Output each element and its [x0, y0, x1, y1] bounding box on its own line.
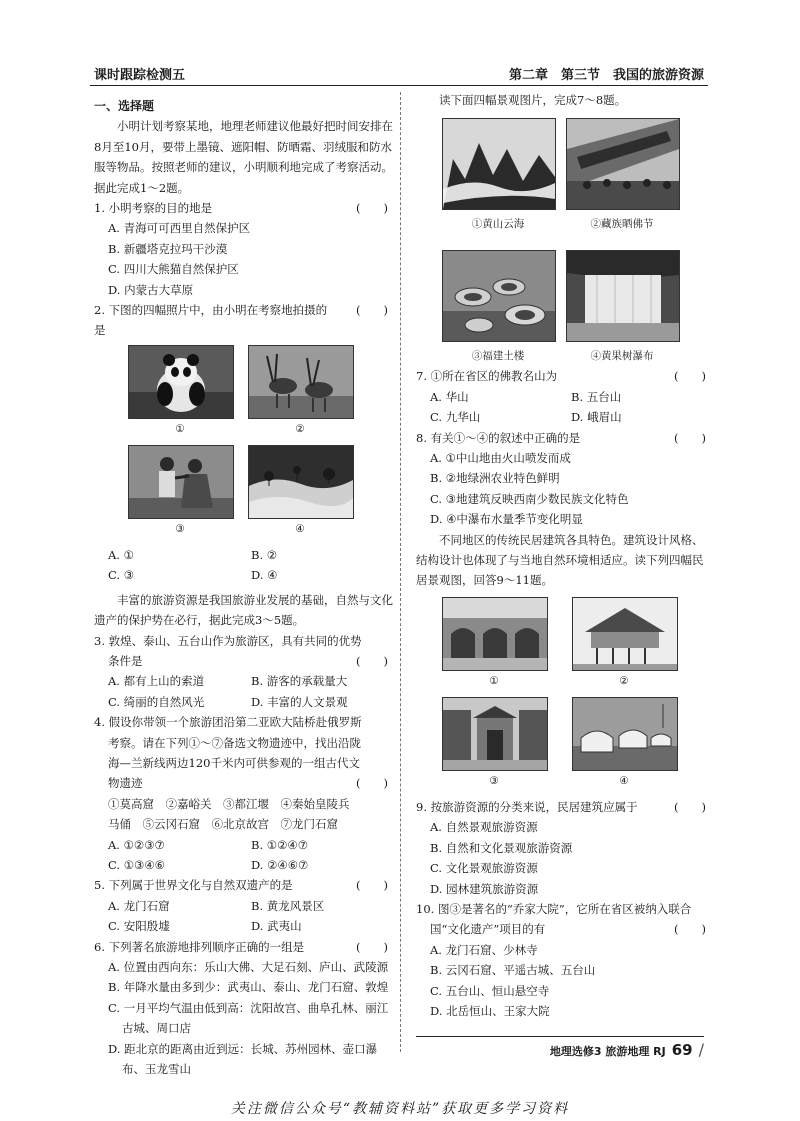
q7-stem: 7. ①所在省区的佛教名山为	[416, 369, 558, 384]
q4-cont-2: 海—兰新线两边120千米内可供参观的一组古代文	[108, 755, 360, 770]
q5-options-row-2	[94, 916, 394, 936]
q2-option-c: C. ③	[108, 568, 135, 583]
question-6	[94, 937, 394, 957]
q6-option-b: B. 年降水量由多到少：武夷山、泰山、龙门石窟、敦煌	[108, 980, 389, 995]
q5-answer-paren: ( )	[356, 878, 388, 893]
page-footer	[550, 1040, 704, 1059]
dwelling-caption-2: ②	[619, 674, 629, 687]
q10-option-b: B. 云冈石窟、平遥古城、五台山	[430, 963, 596, 978]
dwelling-caption-4: ④	[619, 774, 629, 787]
q9-answer-paren: ( )	[674, 799, 706, 814]
q10-option-c: C. 五台山、恒山悬空寺	[430, 983, 550, 998]
q10-continuation	[416, 919, 712, 939]
q5-option-b: B. 黄龙风景区	[251, 898, 325, 913]
q1-option-a: A. 青海可可西里自然保护区	[108, 221, 251, 236]
q7-option-a: A. 华山	[430, 389, 469, 404]
q9-option-c: C. 文化景观旅游资源	[430, 861, 538, 876]
dancers-photo	[128, 445, 234, 519]
tulou-photo	[442, 250, 556, 342]
q2-caption-1: ①	[175, 422, 185, 435]
q5-stem: 5. 下列属于世界文化与自然双遗产的是	[94, 878, 293, 893]
intro-7-8: 读下面四幅景观图片，完成7～8题。	[439, 93, 627, 107]
q7-option-c: C. 九华山	[430, 410, 481, 425]
q10-option-a: A. 龙门石窟、少林寺	[430, 942, 538, 957]
q3-cont: 条件是	[108, 653, 143, 668]
book-title: 地理选修3 旅游地理 RJ	[549, 1045, 666, 1058]
q9-stem: 9. 按旅游资源的分类来说，民居建筑应属于	[416, 799, 638, 814]
q2-options-row-1	[94, 545, 394, 565]
q2-option-a: A. ①	[108, 547, 134, 562]
q4-options-row-1	[94, 835, 394, 855]
q8-option-b: B. ②地绿洲农业特色鲜明	[430, 471, 560, 486]
cave-dwelling-photo	[442, 597, 548, 671]
q5-option-c: C. 安阳殷墟	[108, 919, 170, 934]
q4-cont-3-row	[94, 773, 394, 793]
q4-cont-3: 物遗迹	[108, 776, 143, 791]
question-10	[416, 899, 712, 919]
q3-continuation	[94, 651, 394, 671]
question-2	[94, 300, 394, 341]
q7-option-d: D. 峨眉山	[571, 410, 622, 425]
dwelling-photo-grid	[416, 591, 712, 797]
column-divider	[400, 92, 401, 1052]
scenery-caption-1: ①黄山云海	[471, 218, 525, 231]
q1-stem: 1. 小明考察的目的地是	[94, 201, 213, 216]
q3-options-row-2	[94, 692, 394, 712]
q2-option-b: B. ②	[251, 547, 278, 562]
q10-option-d: D. 北岳恒山、王家大院	[430, 1003, 550, 1018]
section-title: 一、选择题	[94, 99, 155, 113]
q4-cont-1: 考察。请在下列①～⑦备选文物遗迹中，找出沿陇	[108, 735, 361, 750]
q8-stem: 8. 有关①～④的叙述中正确的是	[416, 430, 581, 445]
q7-option-b: B. 五台山	[571, 389, 622, 404]
q4-option-c: C. ①③④⑥	[108, 857, 165, 872]
q2-caption-4: ④	[295, 522, 305, 535]
q4-list-1: ①莫高窟 ②嘉峪关 ③都江堰 ④秦始皇陵兵	[108, 796, 350, 811]
q9-option-d: D. 园林建筑旅游资源	[430, 881, 539, 896]
q7-answer-paren: ( )	[674, 369, 706, 384]
q4-list-2: 马俑 ⑤云冈石窟 ⑥北京故宫 ⑦龙门石窟	[108, 817, 338, 832]
desert-photo	[248, 445, 354, 519]
q1-option-b: B. 新疆塔克拉玛干沙漠	[108, 241, 228, 256]
q2-answer-paren: ( )	[356, 303, 388, 318]
q2-caption-2: ②	[295, 422, 305, 435]
antelope-photo	[248, 345, 354, 419]
q8-answer-paren: ( )	[674, 430, 706, 445]
question-3	[94, 631, 394, 651]
intro-9-11: 不同地区的传统民居建筑各具特色。建筑设计风格、结构设计也体现了与当地自然环境相适应。读下列四幅民居景观图，回答9～11题。	[416, 532, 704, 588]
dwelling-caption-1: ①	[489, 674, 499, 687]
question-9	[416, 797, 712, 817]
q3-options-row-1	[94, 671, 394, 691]
header-left-title: 课时跟踪检测五	[94, 68, 186, 83]
scenery-photo-grid	[416, 110, 712, 366]
question-1	[94, 198, 394, 218]
footer-rule	[416, 1036, 704, 1037]
q4-option-b: B. ①②④⑦	[251, 837, 309, 852]
header-right-title: 第二章 第三节 我国的旅游资源	[508, 68, 704, 83]
q1-answer-paren: ( )	[356, 201, 388, 216]
q6-option-a: A. 位置由西向东：乐山大佛、大足石刻、庐山、武陵源	[108, 960, 389, 974]
q8-option-d: D. ④中瀑布水量季节变化明显	[430, 512, 583, 527]
q2-stem: 2. 下图的四幅照片中，由小明在考察地拍摄的是	[94, 303, 328, 338]
scenery-caption-4: ④黄果树瀑布	[590, 350, 654, 363]
q6-option-c: C. 一月平均气温由低到高：沈阳故宫、曲阜孔林、丽江古城、周口店	[108, 1000, 389, 1036]
header-rule	[90, 85, 708, 86]
q9-option-b: B. 自然和文化景观旅游资源	[430, 840, 573, 855]
promo-note: 关注微信公众号“教辅资料站”获取更多学习资料	[230, 1101, 570, 1117]
q1-option-d: D. 内蒙古大草原	[108, 282, 194, 297]
q5-option-d: D. 武夷山	[251, 919, 302, 934]
dwelling-caption-3: ③	[489, 774, 499, 787]
q6-stem: 6. 下列著名旅游地排列顺序正确的一组是	[94, 939, 305, 954]
courtyard-house-photo	[442, 697, 548, 771]
q2-photo-grid	[94, 341, 394, 545]
q6-option-d: D. 距北京的距离由近到远：长城、苏州园林、壶口瀑布、玉龙雪山	[108, 1041, 378, 1077]
q1-option-c: C. 四川大熊猫自然保护区	[108, 262, 239, 277]
q2-options-row-2	[94, 565, 394, 585]
q4-answer-paren: ( )	[356, 776, 388, 791]
q9-option-a: A. 自然景观旅游资源	[430, 820, 538, 835]
q7-options-row-1	[416, 387, 712, 407]
q5-option-a: A. 龙门石窟	[108, 898, 170, 913]
question-5	[94, 875, 394, 895]
q6-answer-paren: ( )	[356, 939, 388, 954]
scenery-caption-2: ②藏族晒佛节	[590, 218, 654, 231]
q10-stem: 10. 图③是著名的“乔家大院”，它所在省区被纳入联合	[416, 901, 692, 916]
right-column	[416, 90, 712, 1021]
q2-caption-3: ③	[175, 522, 185, 535]
footer-slash-mark: /	[698, 1040, 704, 1059]
q4-stem: 4. 假设你带领一个旅游团沿第二亚欧大陆桥赴俄罗斯	[94, 715, 362, 730]
q3-option-b: B. 游客的承载量大	[251, 674, 348, 689]
q7-options-row-2	[416, 407, 712, 427]
q10-answer-paren: ( )	[674, 922, 706, 937]
left-column	[94, 96, 394, 1079]
q3-option-a: A. 都有上山的索道	[108, 674, 205, 689]
question-4	[94, 712, 394, 732]
q5-options-row-1	[94, 896, 394, 916]
q8-option-a: A. ①中山地由火山喷发而成	[430, 451, 571, 466]
huangshan-photo	[442, 118, 556, 210]
q4-option-d: D. ②④⑥⑦	[251, 857, 309, 872]
q8-option-c: C. ③地建筑反映西南少数民族文化特色	[430, 491, 629, 506]
tibetan-buddha-photo	[566, 118, 680, 210]
stilt-house-photo	[572, 597, 678, 671]
yurt-photo	[572, 697, 678, 771]
intro-3-5: 丰富的旅游资源是我国旅游业发展的基础，自然与文化遗产的保护势在必行，据此完成3～5题。	[94, 592, 393, 628]
q3-option-c: C. 绮丽的自然风光	[108, 694, 205, 709]
intro-1-2: 小明计划考察某地，地理老师建议他最好把时间安排在8月至10月，要带上墨镜、遮阳帽、防晒霜、羽绒服和防水服等物品。按照老师的建议，小明顺利地完成了考察活动。据此完成1～2题。	[94, 119, 393, 195]
q3-stem: 3. 敦煌、泰山、五台山作为旅游区，具有共同的优势	[94, 633, 362, 648]
q3-answer-paren: ( )	[356, 653, 388, 668]
scenery-caption-3: ③福建土楼	[471, 350, 525, 363]
q3-option-d: D. 丰富的人文景观	[251, 694, 348, 709]
q10-cont: 国“文化遗产”项目的有	[430, 922, 546, 937]
waterfall-photo	[566, 250, 680, 342]
question-7	[416, 366, 712, 386]
q2-option-d: D. ④	[251, 568, 278, 583]
question-8	[416, 428, 712, 448]
panda-photo	[128, 345, 234, 419]
q4-options-row-2	[94, 855, 394, 875]
q4-option-a: A. ①②③⑦	[108, 837, 165, 852]
page-number: 69	[671, 1041, 693, 1059]
